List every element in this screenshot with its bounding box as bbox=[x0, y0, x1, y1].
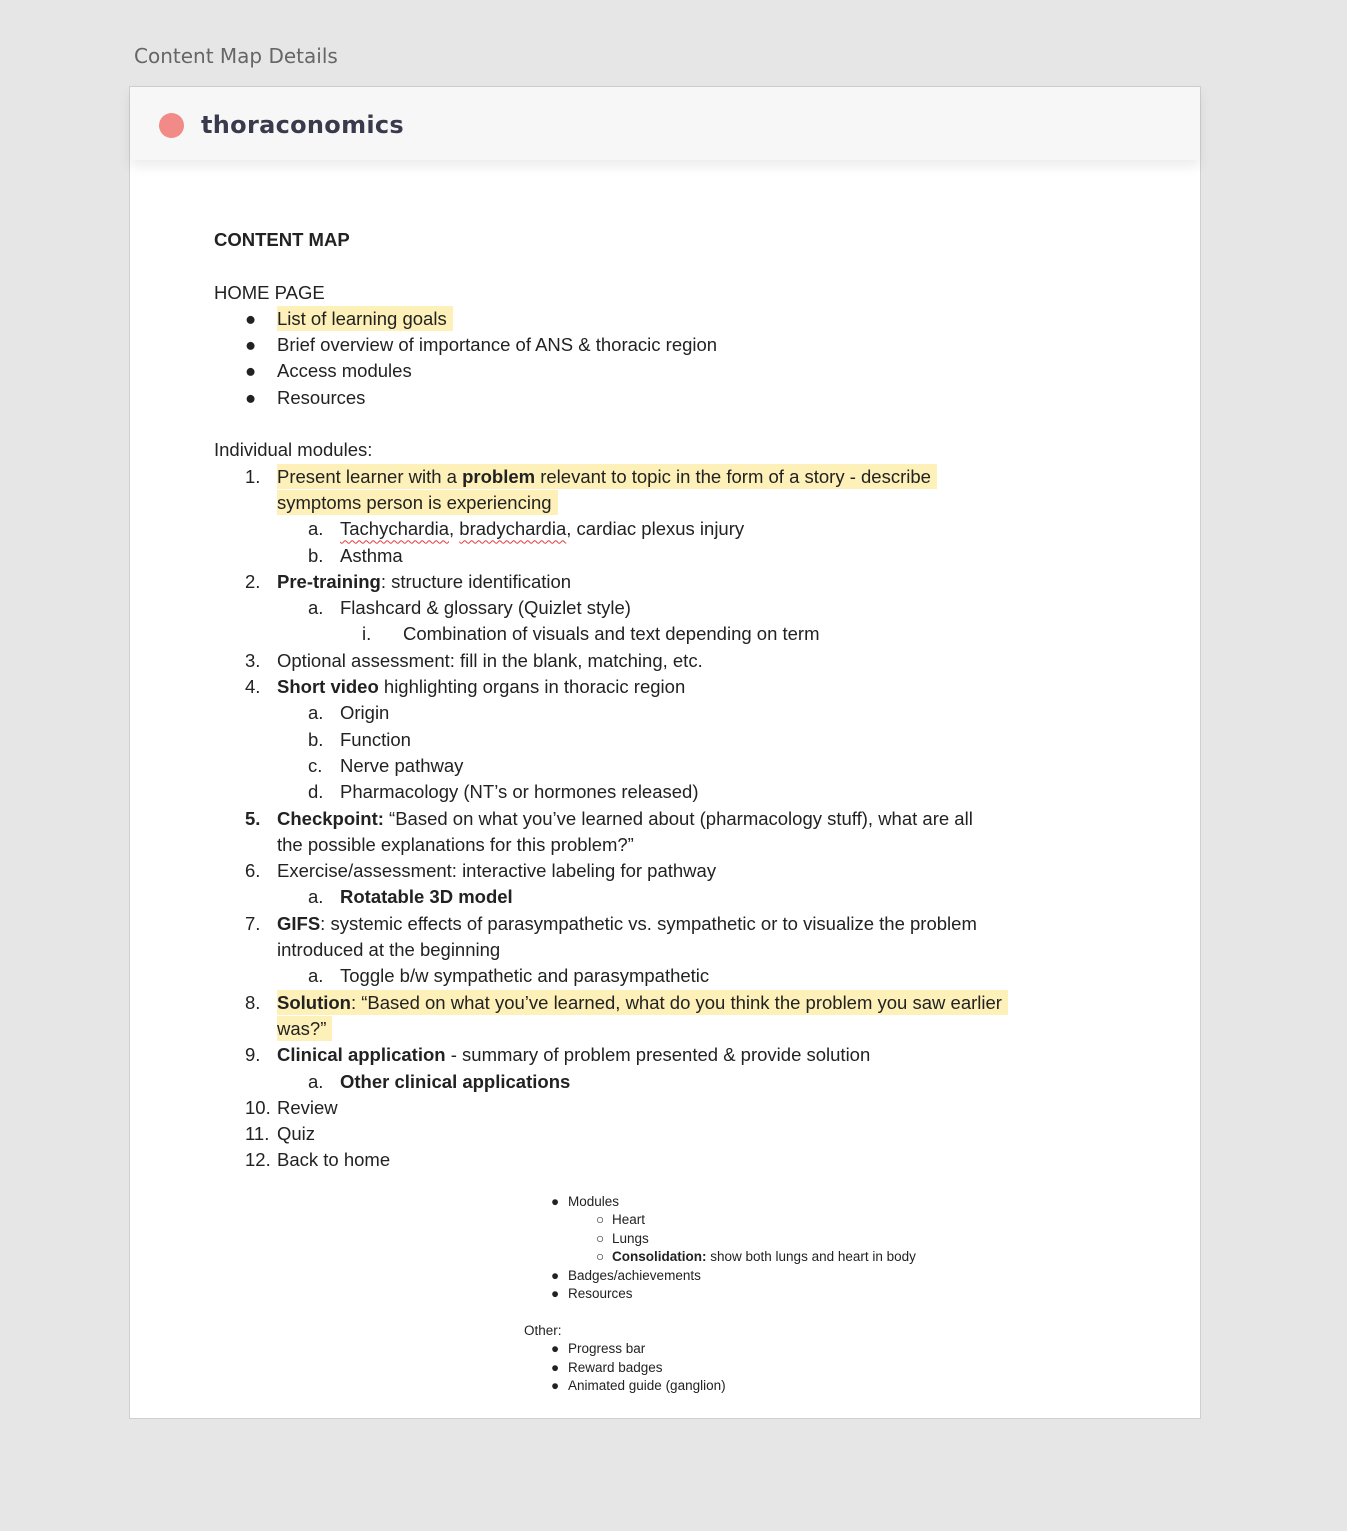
modules-heading: Individual modules: bbox=[214, 439, 373, 461]
sub-list-item: ○ Consolidation: show both lungs and heart in body bbox=[596, 1249, 916, 1265]
highlighted-text: symptoms person is experiencing bbox=[277, 490, 558, 515]
list-item: ● Reward badges bbox=[551, 1359, 663, 1375]
list-item: 7. GIFS: systemic effects of parasympathetic vs. sympathetic or to visualize the problem bbox=[245, 912, 977, 934]
list-item: 2. Pre-training: structure identification bbox=[245, 570, 572, 592]
list-item-continuation bbox=[214, 490, 1114, 516]
list-item-continuation: introduced at the beginning bbox=[277, 939, 501, 961]
list-item: ● Badges/achievements bbox=[551, 1267, 701, 1283]
list-item: ● Resources bbox=[551, 1285, 633, 1301]
list-item: ● Brief overview of importance of ANS & thoracic region bbox=[245, 334, 718, 356]
highlighted-text: Solution: “Based on what you’ve learned, what do you think the problem you saw earlier bbox=[277, 990, 1008, 1015]
list-item: 9. Clinical application - summary of problem presented & provide solution bbox=[245, 1044, 871, 1066]
misspelled-word[interactable]: Tachychardia bbox=[340, 518, 450, 540]
highlighted-text: was?” bbox=[277, 1016, 332, 1041]
sub-list-item: a. Toggle b/w sympathetic and parasympathetic bbox=[308, 965, 710, 987]
list-item: 5. Checkpoint: “Based on what you’ve learned about (pharmacology stuff), what are all bbox=[245, 807, 973, 829]
sub-list-item: b. Function bbox=[308, 728, 411, 750]
embedded-notes bbox=[524, 1193, 916, 1395]
sub-list-item: d. Pharmacology (NT’s or hormones released) bbox=[308, 781, 699, 803]
home-heading: HOME PAGE bbox=[214, 281, 325, 303]
sub-list-item: a. Origin bbox=[308, 702, 390, 724]
sub-list-item: b. Asthma bbox=[308, 544, 403, 566]
list-item: 11. Quiz bbox=[245, 1123, 316, 1145]
list-item: 4. Short video highlighting organs in thoracic region bbox=[245, 676, 686, 698]
sub-list-item: a. Rotatable 3D model bbox=[308, 886, 513, 908]
list-item: 8. Solution: “Based on what you’ve learned, what do you think the problem you saw earlier bbox=[214, 990, 1114, 1016]
other-heading: Other: bbox=[524, 1322, 562, 1338]
sub-sub-list-item: i. Combination of visuals and text depending on term bbox=[362, 623, 820, 645]
sub-list-item: a. Flashcard & glossary (Quizlet style) bbox=[308, 597, 631, 619]
list-item-continuation bbox=[214, 1016, 1114, 1042]
content-map-document bbox=[214, 227, 1114, 1174]
sub-list-item: a. Other clinical applications bbox=[308, 1070, 571, 1092]
list-item: ● Animated guide (ganglion) bbox=[551, 1377, 726, 1393]
list-item: ● Progress bar bbox=[551, 1341, 646, 1357]
list-item: 3. Optional assessment: fill in the blank, matching, etc. bbox=[245, 649, 703, 671]
highlighted-text: Present learner with a problem relevant to topic in the form of a story - describe bbox=[277, 464, 937, 489]
list-item: ● Access modules bbox=[245, 360, 412, 382]
doc-title: CONTENT MAP bbox=[214, 229, 350, 250]
list-item: ● Modules bbox=[551, 1194, 620, 1209]
highlighted-text: List of learning goals bbox=[277, 306, 453, 331]
sub-list-item: a. Tachychardia, bradychardia, cardiac plexus injury bbox=[308, 518, 745, 540]
list-item: ● List of learning goals bbox=[214, 306, 1114, 332]
list-item: 6. Exercise/assessment: interactive labeling for pathway bbox=[245, 860, 717, 882]
list-item: 12. Back to home bbox=[245, 1149, 391, 1171]
list-item: 10. Review bbox=[245, 1096, 338, 1118]
project-card bbox=[129, 86, 1201, 1419]
status-dot bbox=[159, 113, 184, 138]
list-item: ● Resources bbox=[245, 386, 366, 408]
list-item: 1. Present learner with a problem relevant to topic in the form of a story - describe bbox=[214, 464, 1114, 490]
page-heading: Content Map Details bbox=[134, 44, 338, 68]
sub-list-item: ○ Lungs bbox=[596, 1230, 649, 1246]
card-header bbox=[130, 87, 1200, 160]
sub-list-item: c. Nerve pathway bbox=[308, 754, 464, 776]
sub-list-item: ○ Heart bbox=[596, 1212, 646, 1228]
project-title: thoraconomics bbox=[201, 111, 405, 139]
misspelled-word[interactable]: bradychardia bbox=[459, 518, 567, 540]
list-item-continuation: the possible explanations for this problem?” bbox=[277, 833, 634, 855]
